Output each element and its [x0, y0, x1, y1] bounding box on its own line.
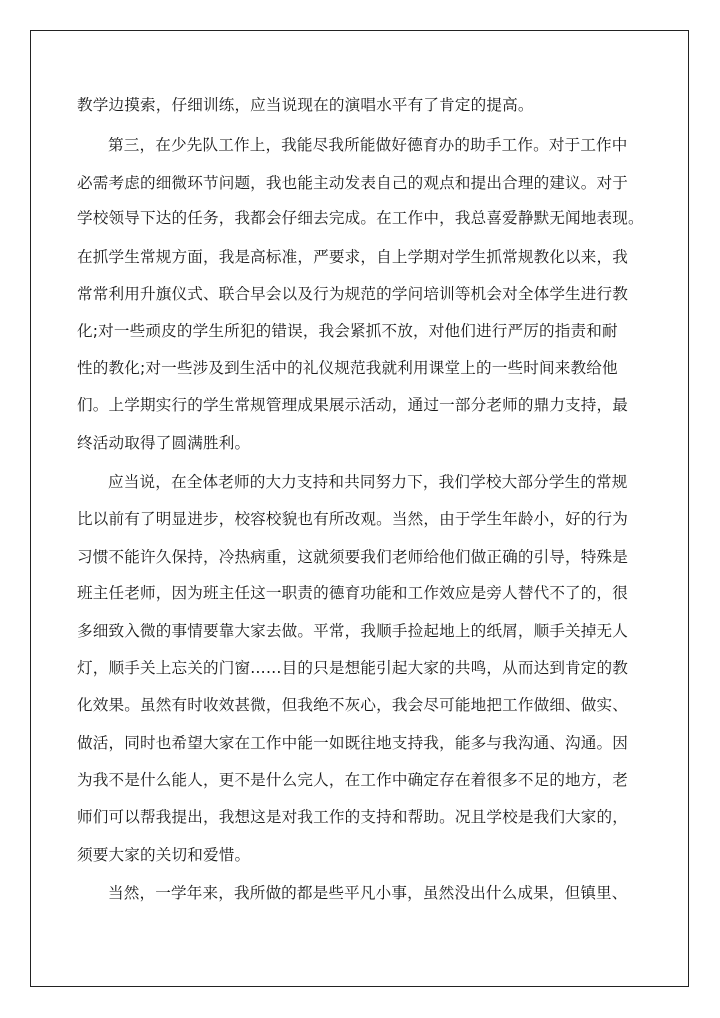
text-line: 须要大家的关切和爱惜。 — [77, 846, 251, 864]
text-line: 习惯不能许久保持，冷热病重，这就须要我们老师给他们做正确的引导，特殊是 — [77, 548, 629, 566]
text-line: 教学边摸索，仔细训练，应当说现在的演唱水平有了肯定的提高。 — [77, 96, 534, 114]
text-line-paragraph-start: 第三，在少先队工作上，我能尽我所能做好德育办的助手工作。对于工作中 — [108, 136, 628, 154]
text-line: 们。上学期实行的学生常规管理成果展示活动，通过一部分老师的鼎力支持，最 — [77, 396, 629, 414]
text-line: 比以前有了明显进步，校容校貌也有所改观。当然，由于学生年龄小，好的行为 — [77, 510, 629, 528]
text-line-paragraph-start: 当然，一学年来，我所做的都是些平凡小事，虽然没出什么成果，但镇里、 — [108, 884, 628, 902]
text-line: 班主任老师，因为班主任这一职责的德育功能和工作效应是旁人替代不了的，很 — [77, 584, 629, 602]
text-line: 在抓学生常规方面，我是高标准，严要求，自上学期对学生抓常规教化以来，我 — [77, 248, 629, 266]
text-line: 性的教化;对一些涉及到生活中的礼仪规范我就利用课堂上的一些时间来教给他 — [77, 359, 618, 377]
text-line: 做活，同时也希望大家在工作中能一如既往地支持我，能多与我沟通、沟通。因 — [77, 734, 629, 752]
text-line: 为我不是什么能人，更不是什么完人，在工作中确定存在着很多不足的地方，老 — [77, 771, 629, 789]
text-line: 化;对一些顽皮的学生所犯的错误，我会紧抓不放，对他们进行严厉的指责和耐 — [77, 322, 618, 340]
text-line-paragraph-start: 应当说，在全体老师的大力支持和共同努力下，我们学校大部分学生的常规 — [108, 473, 628, 491]
text-line: 学校领导下达的任务，我都会仔细去完成。在工作中，我总喜爱静默无闻地表现。 — [77, 209, 644, 227]
text-line: 必需考虑的细微环节问题，我也能主动发表自己的观点和提出合理的建议。对于 — [77, 174, 629, 192]
text-line: 师们可以帮我提出，我想这是对我工作的支持和帮助。况且学校是我们大家的， — [77, 808, 629, 826]
text-line: 化效果。虽然有时收效甚微，但我绝不灰心，我会尽可能地把工作做细、做实、 — [77, 696, 629, 714]
text-line: 灯，顺手关上忘关的门窗……目的只是想能引起大家的共鸣，从而达到肯定的教 — [77, 659, 629, 677]
text-line: 终活动取得了圆满胜利。 — [77, 434, 251, 452]
text-line: 多细致入微的事情要靠大家去做。平常，我顺手捡起地上的纸屑，顺手关掉无人 — [77, 622, 629, 640]
text-line: 常常利用升旗仪式、联合早会以及行为规范的学问培训等机会对全体学生进行教 — [77, 285, 629, 303]
